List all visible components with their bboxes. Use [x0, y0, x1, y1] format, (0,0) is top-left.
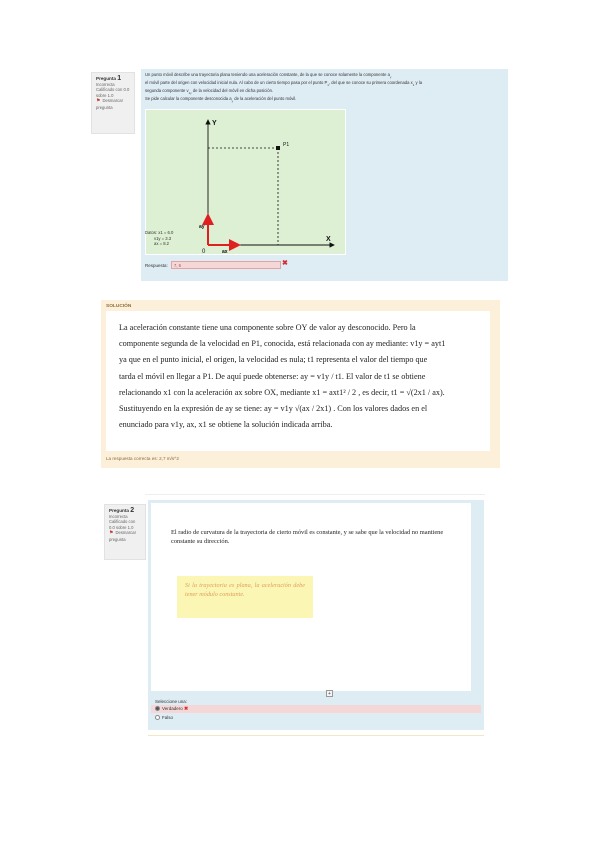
x-mark-icon: ✖ — [282, 260, 288, 267]
radio-true[interactable] — [155, 706, 160, 711]
data-v1y: v1y = 3.3 — [154, 235, 172, 241]
point-p1 — [276, 146, 280, 150]
flag-question-link[interactable]: ⚑ Desmarcar pregunta — [109, 530, 136, 542]
question-2-text: El radio de curvatura de la trayectoria de cierto móvil es constante, y se sabe que la velocidad no mantiene constante su dirección. — [171, 529, 444, 545]
option-false[interactable] — [151, 714, 481, 722]
solution-text — [119, 320, 481, 433]
option-true-label: Verdadero — [162, 706, 183, 711]
flag-icon: ⚑ — [96, 98, 101, 105]
correct-answer: La respuesta correcta es: 2,7 m/s^2 — [106, 456, 179, 461]
flag-icon: ⚑ — [109, 530, 114, 537]
select-label: Seleccione una: — [155, 699, 188, 704]
solution-text-panel — [106, 311, 490, 451]
solution-line: tarda el móvil en llegar a P1. De aquí puede obtenerse: ay = v1y / t1. El valor de t1 se obtiene — [119, 371, 426, 381]
hint-box: Si la trayectoria es plana, la aceleración debe tener módulo constante. — [177, 576, 313, 618]
option-true[interactable] — [151, 705, 481, 713]
question-number: Pregunta 2 — [109, 507, 135, 514]
question-grade: Calificado con 0.0 sobre 1.0 — [109, 519, 136, 530]
given-data — [145, 230, 173, 247]
solution-line: componente segunda de la velocidad en P1, conocida, está relacionada con ay mediante: v1y = ayt1 — [119, 339, 446, 349]
x-axis-label: X — [326, 236, 331, 243]
question-grade: Calificado con 0.0 sobre 1.0 — [96, 87, 130, 98]
x-mark-icon: ✖ — [184, 706, 189, 712]
question-1-info — [91, 72, 135, 134]
question-1-text: Un punto móvil describe una trayectoria plana teniendo una aceleración constante, de la que se conoce solamente la componente $a_y$ el móvil parte del origen con velocidad inicial nula. Al cabo de un cierto tiempo pasa por el punto $P_1$, del que se conoce su primera coordenada $x_1$ y la segunda componente $v_{1y}$ de la velocidad del móvil en dicha posición. Se pide calcular la componente desconocida $a_y$ de la aceleración del punto móvil. — [145, 72, 423, 103]
solution-line: Sustituyendo en la expresión de ay se tiene: ay = v1y √(ax / 2x1) . Con los valores dados en el — [119, 404, 428, 414]
solution-line: La aceleración constante tiene una componente sobre OY de valor ay desconocido. Pero la — [119, 323, 416, 332]
trajectory-figure — [145, 109, 346, 255]
question-2-panel — [151, 503, 471, 691]
ax-label: ax — [222, 249, 228, 254]
question-status: Incorrecta — [96, 81, 115, 87]
bottom-accent-line — [148, 735, 484, 736]
ay-label: ay — [199, 224, 205, 230]
question-2-info — [104, 504, 146, 560]
p1-label: P1 — [283, 142, 290, 148]
y-axis-label: Y — [212, 120, 217, 127]
solution-heading: SOLUCIÓN — [106, 304, 132, 309]
answer-label: Respuesta: — [145, 263, 168, 268]
expand-icon[interactable]: + — [326, 690, 333, 697]
solution-line: relacionando x1 con la aceleración ax sobre OX, mediante x1 = axt1² / 2 , es decir, t1 = √(2x1 / ax). — [119, 387, 445, 397]
question-1-content — [141, 69, 508, 281]
divider-line — [145, 494, 485, 495]
question-number: Pregunta 1 — [96, 75, 122, 82]
trajectory-diagram — [146, 110, 345, 254]
solution-line: ya que en el punto inicial, el origen, la velocidad es nula; t1 representa el valor del tiempo que — [119, 355, 428, 365]
answer-input[interactable]: 7, 6 — [171, 261, 281, 269]
origin-label: 0 — [202, 249, 206, 254]
data-ax: ax = 8.2 — [154, 241, 170, 247]
data-x1: Datos: x1 = 6.0 — [145, 230, 174, 235]
radio-false[interactable] — [155, 715, 160, 720]
solution-panel — [101, 300, 500, 468]
solution-line: enunciado para v1y, ax, x1 se obtiene la solución indicada arriba. — [119, 420, 333, 430]
option-false-label: Falso — [162, 715, 174, 720]
flag-question-link[interactable]: ⚑ Desmarcar pregunta — [96, 98, 123, 110]
question-status: Incorrecta — [109, 513, 128, 519]
question-2-content — [148, 500, 484, 730]
